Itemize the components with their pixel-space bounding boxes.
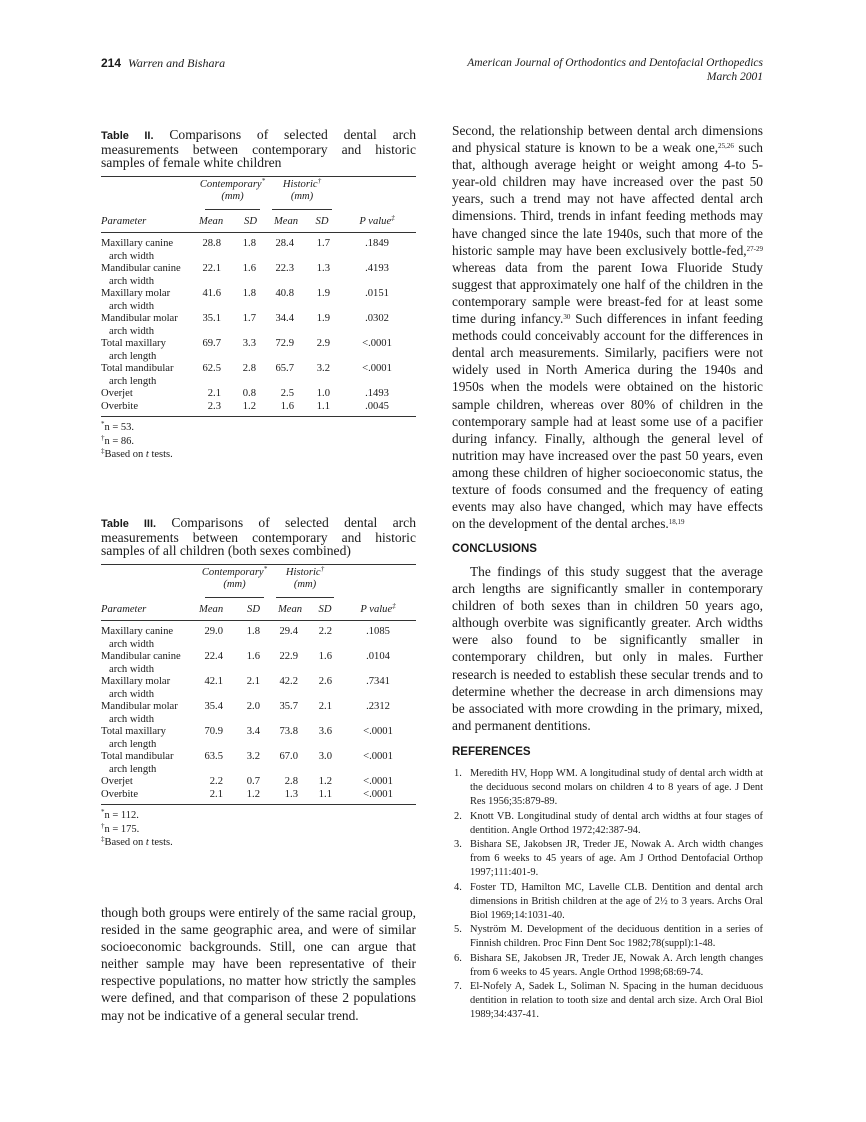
reference-text: El-Nofely A, Sadek L, Soliman N. Spacing in the human deciduous dentition in relation to tooth size and dental arch size. Arch Oral Biol 1989;34:437-41. xyxy=(470,981,763,1021)
contemporary-sd-cell: 1.8 xyxy=(242,288,256,299)
references-list xyxy=(452,767,763,1023)
parameter-cell: Mandibular molar arch width xyxy=(101,701,178,725)
parameter-cell: Maxillary canine arch width xyxy=(101,238,174,262)
running-header-right xyxy=(467,56,763,84)
parameter-cell: Overbite xyxy=(101,400,139,412)
historic-sd-cell: 1.1 xyxy=(318,788,332,800)
table-row xyxy=(101,313,416,338)
table-3 xyxy=(101,516,416,850)
table-footnote: ‡Based on t tests. xyxy=(101,835,173,848)
contemporary-mean-cell: 29.0 xyxy=(204,626,223,637)
historic-sd-cell: 3.2 xyxy=(316,363,330,374)
table-2-footnotes xyxy=(101,421,416,462)
contemporary-mean-cell: 35.4 xyxy=(204,701,223,712)
table-row xyxy=(101,621,416,652)
table-row xyxy=(101,363,416,388)
p-value-cell: .0151 xyxy=(365,288,389,299)
contemporary-mean-cell: 42.1 xyxy=(204,676,223,687)
historic-mean-cell: 29.4 xyxy=(279,626,298,637)
citation: 25,26 xyxy=(718,142,734,151)
historic-mean-cell: 22.3 xyxy=(275,263,294,274)
column-header-p-value: P value‡ xyxy=(360,601,396,615)
contemporary-mean-cell: 41.6 xyxy=(202,288,221,299)
table-3-group-historic: Historic† (mm) xyxy=(270,565,340,599)
p-value-cell: .1493 xyxy=(365,388,389,399)
table-2-grid xyxy=(101,176,416,417)
conclusions-text: The findings of this study suggest that the average arch lengths are significantly smaller in contemporary children of both sexes than in children 50 years ago, although overbite was significantly greater. Arch widths were also found to be significantly smaller in contemporary children, but only in males. Further research is needed to establish these secular trends and to determine whether the decrease in arch dimensions may be associated with more crowding in the primary, mixed, and permanent dentitions. xyxy=(452,564,763,733)
table-2-label: Table II. xyxy=(101,130,154,142)
historic-mean-cell: 2.5 xyxy=(280,388,294,399)
p-value-cell: <.0001 xyxy=(363,726,393,737)
historic-mean-cell: 42.2 xyxy=(279,676,298,687)
column-header-historic-sd: SD xyxy=(318,603,332,615)
contemporary-sd-cell: 3.4 xyxy=(246,726,260,737)
historic-sd-cell: 2.2 xyxy=(318,626,332,637)
parameter-cell: Maxillary canine arch width xyxy=(101,626,174,650)
parameter-cell: Maxillary molar arch width xyxy=(101,676,171,700)
reference-number: 5. xyxy=(454,924,462,936)
p-value-cell: <.0001 xyxy=(363,788,393,800)
table-row xyxy=(101,263,416,288)
reference-number: 7. xyxy=(454,981,462,993)
body-paragraph-left: though both groups were entirely of the same racial group, resided in the same geographic area, and were of similar socioeconomic backgrounds. Still, one can argue that neither sample may have been representative of their respective populations, no matter how strictly the samples were defined, and that comparison of these 2 populations may not be indicative of a general secular trend. xyxy=(101,905,416,1023)
reference-text: Nyström M. Development of the deciduous dentition in a series of Finnish children. Proc Finn Dent Soc 1982;78(suppl):1-48. xyxy=(470,924,763,950)
references-heading: REFERENCES xyxy=(452,746,531,758)
historic-sd-cell: 3.6 xyxy=(318,726,332,737)
table-3-caption: Table III. Comparisons of selected dental arch measurements between contemporary and historic samples of all children (both sexes combined) xyxy=(101,515,416,558)
parameter-cell: Total mandibular arch length xyxy=(101,751,174,775)
reference-text: Foster TD, Hamilton MC, Lavelle CLB. Dentition and dental arch dimensions in British children at the age of 2½ to 3 years. Archs Oral Biol 1969;14:1031-40. xyxy=(470,881,763,922)
table-row xyxy=(101,338,416,363)
historic-mean-cell: 40.8 xyxy=(275,288,294,299)
contemporary-sd-cell: 1.6 xyxy=(246,651,260,662)
p-value-cell: .2312 xyxy=(366,701,390,712)
historic-sd-cell: 1.7 xyxy=(316,238,330,249)
table-row xyxy=(101,701,416,726)
contemporary-sd-cell: 1.7 xyxy=(242,313,256,324)
citation: 27-29 xyxy=(746,244,763,253)
reference-text: Bishara SE, Jakobsen JR, Treder JE, Nowak A. Arch width changes from 6 weeks to 45 years of age. Am J Orthod Dentofacial Orthop 1997;111:401-9. xyxy=(470,839,763,879)
page-number: 214 xyxy=(101,56,122,70)
parameter-cell: Total mandibular arch length xyxy=(101,363,174,387)
p-value-cell: <.0001 xyxy=(363,776,393,787)
historic-sd-cell: 2.6 xyxy=(318,676,332,687)
p-value-cell: .1849 xyxy=(365,238,389,249)
historic-mean-cell: 67.0 xyxy=(279,751,298,762)
table-footnote: *n = 53. xyxy=(101,420,135,433)
historic-sd-cell: 2.9 xyxy=(316,338,330,349)
contemporary-mean-cell: 2.2 xyxy=(209,776,223,787)
contemporary-mean-cell: 22.1 xyxy=(202,263,221,274)
historic-sd-cell: 1.9 xyxy=(316,288,330,299)
historic-mean-cell: 22.9 xyxy=(279,651,298,662)
historic-mean-cell: 35.7 xyxy=(279,701,298,712)
table-2-group-contemporary: Contemporary* (mm) xyxy=(199,177,266,211)
historic-sd-cell: 2.1 xyxy=(318,701,332,712)
conclusions-section xyxy=(452,543,763,734)
parameter-cell: Maxillary molar arch width xyxy=(101,288,171,312)
references-section xyxy=(452,746,763,1023)
contemporary-mean-cell: 2.3 xyxy=(207,400,221,412)
reference-number: 1. xyxy=(454,768,462,779)
parameter-cell: Total maxillary arch length xyxy=(101,338,166,362)
contemporary-mean-cell: 2.1 xyxy=(209,788,223,800)
p-value-cell: .4193 xyxy=(365,263,389,274)
reference-number: 6. xyxy=(454,952,462,964)
historic-sd-cell: 1.9 xyxy=(316,313,330,324)
reference-item xyxy=(452,980,763,1023)
p-value-cell: .1085 xyxy=(366,626,390,637)
reference-text: Meredith HV, Hopp WM. A longitudinal study of dental arch width at the deciduous second molars on children 4 to 8 years of age. J Dent Res 1956;35:879-89. xyxy=(470,768,763,808)
historic-sd-cell: 1.0 xyxy=(316,388,330,399)
table-row xyxy=(101,676,416,701)
contemporary-sd-cell: 0.8 xyxy=(242,388,256,399)
table-footnote: ‡Based on t tests. xyxy=(101,447,173,460)
historic-mean-cell: 1.6 xyxy=(280,400,294,412)
table-3-grid xyxy=(101,564,416,805)
p-value-cell: .7341 xyxy=(366,676,390,687)
parameter-cell: Overjet xyxy=(101,388,133,399)
table-row xyxy=(101,288,416,313)
parameter-cell: Mandibular molar arch width xyxy=(101,313,178,337)
p-value-cell: .0045 xyxy=(365,400,389,412)
contemporary-sd-cell: 2.0 xyxy=(246,701,260,712)
table-2 xyxy=(101,128,416,462)
table-footnote: *n = 112. xyxy=(101,808,139,821)
reference-item xyxy=(452,767,763,810)
contemporary-mean-cell: 70.9 xyxy=(204,726,223,737)
p-value-cell: <.0001 xyxy=(362,363,392,374)
table-row xyxy=(101,751,416,776)
citation: 18,19 xyxy=(668,518,685,527)
p-value-cell: <.0001 xyxy=(363,751,393,762)
reference-item xyxy=(452,923,763,951)
parameter-cell: Mandibular canine arch width xyxy=(101,263,181,287)
parameter-cell: Overbite xyxy=(101,788,139,800)
historic-mean-cell: 65.7 xyxy=(275,363,294,374)
column-header-historic-mean: Mean xyxy=(277,603,303,615)
historic-mean-cell: 72.9 xyxy=(275,338,294,349)
reference-item xyxy=(452,881,763,924)
p-value-cell: .0104 xyxy=(366,651,390,662)
citation: 30 xyxy=(563,313,571,322)
table-2-group-historic: Historic† (mm) xyxy=(266,177,338,211)
reference-item xyxy=(452,810,763,838)
column-header-contemporary-mean: Mean xyxy=(199,215,224,227)
reference-number: 4. xyxy=(454,881,462,893)
reference-text: Knott VB. Longitudinal study of dental arch widths at four stages of dentition. Angle Orthod 1972;42:387-94. xyxy=(470,810,763,836)
p-value-cell: .0302 xyxy=(365,313,389,324)
contemporary-sd-cell: 3.3 xyxy=(242,338,256,349)
contemporary-sd-cell: 0.7 xyxy=(246,776,260,787)
historic-sd-cell: 1.3 xyxy=(316,263,330,274)
table-row xyxy=(101,401,416,417)
historic-mean-cell: 73.8 xyxy=(279,726,298,737)
conclusions-heading: CONCLUSIONS xyxy=(452,543,537,555)
table-row xyxy=(101,726,416,751)
historic-sd-cell: 1.2 xyxy=(318,776,332,787)
column-header-parameter: Parameter xyxy=(101,603,147,615)
column-header-contemporary-mean: Mean xyxy=(199,603,224,615)
table-footnote: †n = 86. xyxy=(101,433,135,447)
contemporary-mean-cell: 22.4 xyxy=(204,651,223,662)
contemporary-mean-cell: 69.7 xyxy=(202,338,221,349)
parameter-cell: Total maxillary arch length xyxy=(101,726,166,750)
historic-mean-cell: 34.4 xyxy=(275,313,294,324)
parameter-cell: Overjet xyxy=(101,776,133,787)
contemporary-sd-cell: 3.2 xyxy=(246,751,260,762)
column-header-parameter: Parameter xyxy=(101,215,147,227)
parameter-cell: Mandibular canine arch width xyxy=(101,651,181,675)
table-row xyxy=(101,651,416,676)
contemporary-mean-cell: 63.5 xyxy=(204,751,223,762)
column-header-p-value: P value‡ xyxy=(359,213,395,227)
historic-sd-cell: 1.6 xyxy=(318,651,332,662)
table-2-caption: Table II. Comparisons of selected dental arch measurements between contemporary and historic samples of female white children xyxy=(101,127,417,170)
table-3-footnotes xyxy=(101,809,416,850)
historic-mean-cell: 1.3 xyxy=(284,788,298,800)
contemporary-mean-cell: 2.1 xyxy=(207,388,221,399)
table-footnote: †n = 175. xyxy=(101,821,140,835)
contemporary-mean-cell: 62.5 xyxy=(202,363,221,374)
contemporary-sd-cell: 1.8 xyxy=(246,626,260,637)
reference-item xyxy=(452,838,763,881)
body-paragraph-right: Second, the relationship between dental arch dimensions and physical stature is known to be a weak one,$^{25,26}$ such that, although average height or weight among 4-to 5-year-old children may have increased over the past 50 years, such a trend may not have affected dental arch dimensions. Third, trends in infant feeding methods may have changed since the late 1940s, such that more of the historic sample may have been exclusively bottle-fed,$^{27-29}$ whereas data from the parent Iowa Fluoride Study suggest that approximately one half of the children in the contemporary sample were breast-fed for at least some time during infancy.$^{30}$ Such differences in infant feeding methods could conceivably account for the differences in dental arch measurements. Similarly, pacifiers were not widely used in North America during the 1940s and 1950s when the models were obtained on the historic sample children, whereas over 80% of children in the contemporary sample had at least some use of a pacifier during infancy. Finally, although the general level of nutrition may have increased over the past 50 years, even among these children of higher socioeconomic status, the texture of foods consumed and the frequency of eating events may also have changed, which may have effects on the development of the dental arches.$^{18,19}$ xyxy=(452,123,763,532)
contemporary-sd-cell: 1.2 xyxy=(246,788,260,800)
historic-sd-cell: 3.0 xyxy=(318,751,332,762)
contemporary-sd-cell: 1.6 xyxy=(242,263,256,274)
table-row xyxy=(101,776,416,789)
column-header-historic-mean: Mean xyxy=(273,215,299,227)
column-header-contemporary-sd: SD xyxy=(244,215,257,227)
reference-text: Bishara SE, Jakobsen JR, Treder JE, Nowak A. Arch length changes from 6 weeks to 45 years. Angle Orthod 1998;68:69-74. xyxy=(470,952,763,978)
reference-number: 3. xyxy=(454,839,462,851)
contemporary-sd-cell: 1.8 xyxy=(242,238,256,249)
column-header-contemporary-sd: SD xyxy=(247,603,260,615)
contemporary-sd-cell: 2.1 xyxy=(246,676,260,687)
contemporary-mean-cell: 28.8 xyxy=(202,238,221,249)
reference-item xyxy=(452,952,763,980)
p-value-cell: <.0001 xyxy=(362,338,392,349)
historic-mean-cell: 2.8 xyxy=(284,776,298,787)
issue-date: March 2001 xyxy=(706,71,763,83)
table-row xyxy=(101,388,416,401)
historic-sd-cell: 1.1 xyxy=(316,400,330,412)
contemporary-sd-cell: 1.2 xyxy=(242,400,256,412)
historic-mean-cell: 28.4 xyxy=(275,238,294,249)
running-header-left xyxy=(101,56,225,71)
running-authors: Warren and Bishara xyxy=(128,56,226,70)
reference-number: 2. xyxy=(454,810,462,822)
contemporary-sd-cell: 2.8 xyxy=(242,363,256,374)
column-header-historic-sd: SD xyxy=(315,215,329,227)
journal-title: American Journal of Orthodontics and Dentofacial Orthopedics xyxy=(467,57,763,69)
table-row xyxy=(101,233,416,264)
table-3-label: Table III. xyxy=(101,518,157,530)
table-row xyxy=(101,789,416,805)
table-3-group-contemporary: Contemporary* (mm) xyxy=(199,565,270,599)
contemporary-mean-cell: 35.1 xyxy=(202,313,221,324)
